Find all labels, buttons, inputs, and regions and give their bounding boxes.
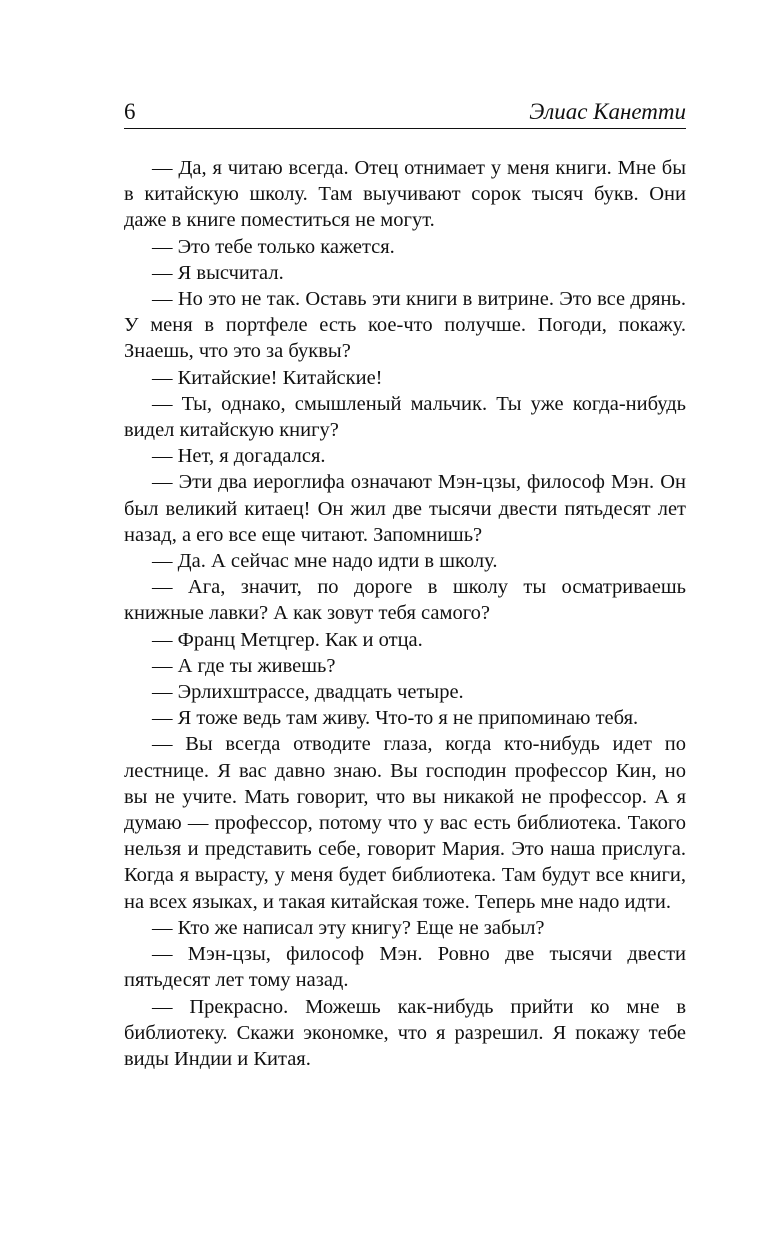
paragraph: — Ага, значит, по дороге в школу ты осматриваешь книжные лавки? А как зовут тебя самого? xyxy=(124,576,686,625)
paragraph: — Нет, я догадался. xyxy=(152,445,326,468)
paragraph: — Франц Метцгер. Как и отца. xyxy=(152,628,423,651)
paragraph: — Китайские! Китайские! xyxy=(152,366,383,389)
paragraph: — Мэн-цзы, философ Мэн. Ровно две тысячи двести пятьдесят лет тому назад. xyxy=(124,943,686,992)
paragraph: — Я тоже ведь там живу. Что-то я не припоминаю тебя. xyxy=(152,707,639,730)
paragraph: — Вы всегда отводите глаза, когда кто-нибудь идет по лестнице. Я вас давно знаю. Вы господин профессор Кин, но вы не учите. Мать говорит, что вы никакой не профессор. А я думаю — профессор, потому что у вас есть библиотека. Такого нельзя и представить себе, говорит Мария. Это наша прислуга. Когда я вырасту, у меня будет библиотека. Там будут все книги, на всех языках, и такая китайская тоже. Теперь мне надо идти. xyxy=(124,733,686,913)
paragraph: — Эрлихштрассе, двадцать четыре. xyxy=(152,681,464,704)
book-page xyxy=(124,96,686,1072)
paragraph: — Да, я читаю всегда. Отец отнимает у меня книги. Мне бы в китайскую школу. Там выучивают сорок тысяч букв. Они даже в книге поместиться не могут. xyxy=(124,157,686,232)
body-text xyxy=(124,155,686,1072)
paragraph: — Кто же написал эту книгу? Еще не забыл? xyxy=(152,916,545,939)
page-number: 6 xyxy=(124,99,136,124)
paragraph: — Эти два иероглифа означают Мэн-цзы, философ Мэн. Он был великий китаец! Он жил две тысячи двести пятьдесят лет назад, а его все еще читают. Запомнишь? xyxy=(124,471,686,546)
paragraph: — Да. А сейчас мне надо идти в школу. xyxy=(152,550,498,573)
paragraph: — Но это не так. Оставь эти книги в витрине. Это все дрянь. У меня в портфеле есть кое-что получше. Погоди, покажу. Знаешь, что это за буквы? xyxy=(124,288,686,363)
paragraph: — Это тебе только кажется. xyxy=(152,235,395,258)
running-title: Элиас Канетти xyxy=(529,99,686,124)
paragraph: — Я высчитал. xyxy=(152,261,284,284)
paragraph: — А где ты живешь? xyxy=(152,654,336,677)
page-header xyxy=(124,96,686,129)
paragraph: — Прекрасно. Можешь как-нибудь прийти ко мне в библиотеку. Скажи экономке, что я разрешил. Я покажу тебе виды Индии и Китая. xyxy=(124,995,686,1070)
paragraph: — Ты, однако, смышленый мальчик. Ты уже когда-нибудь видел китайскую книгу? xyxy=(124,392,686,442)
